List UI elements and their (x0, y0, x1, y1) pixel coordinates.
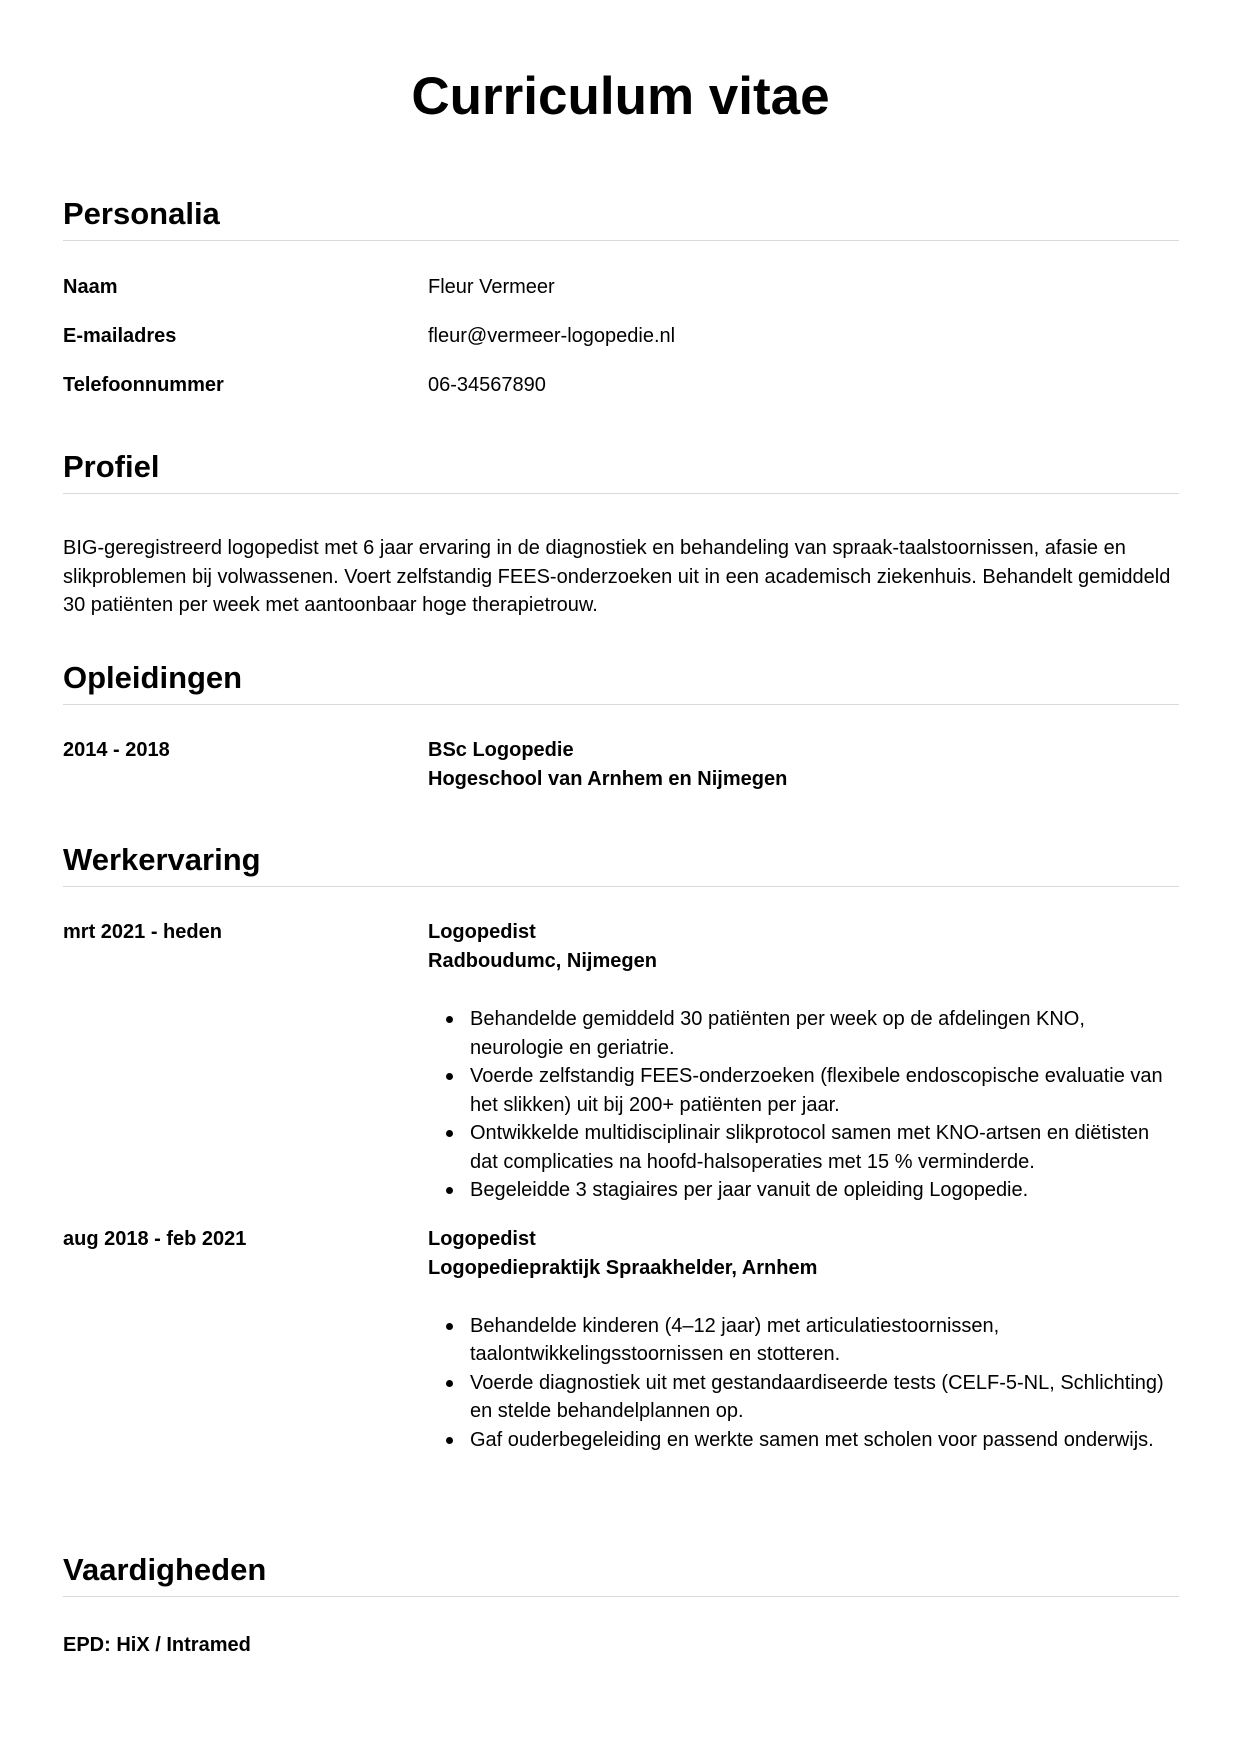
work-detail (428, 1225, 1179, 1455)
work-bullets (428, 1312, 1179, 1455)
profile-text: BIG-geregistreerd logopedist met 6 jaar ervaring in de diagnostiek en behandeling van spraak-taalstoornissen, afasie en slikproblemen bij volwassenen. Voert zelfstandig FEES-onderzoeken uit in een academisch ziekenhuis. Behandelt gemiddeld 30 patiënten per week met aantoonbaar hoge therapietrouw. (63, 537, 1171, 616)
personalia-row-telefoon (63, 371, 1179, 420)
section-heading-werkervaring: Werkervaring (63, 840, 1179, 887)
page-title: Curriculum vitae (411, 67, 830, 126)
section-heading-personalia: Personalia (63, 194, 1179, 241)
work-org: Radboudumc, Nijmegen (428, 950, 657, 972)
education-entry (63, 736, 1179, 794)
work-detail (428, 918, 1179, 1205)
work-entry (63, 918, 1179, 1205)
section-personalia (63, 194, 1179, 420)
section-werkervaring (63, 840, 1179, 1454)
education-detail (428, 736, 1179, 794)
work-bullet: Voerde diagnostiek uit met gestandaardiseerde tests (CELF-5-NL, Schlichting) en stelde behandelplannen op. (470, 1369, 1179, 1426)
education-school: Hogeschool van Arnhem en Nijmegen (428, 768, 788, 790)
personalia-value: fleur@vermeer-logopedie.nl (428, 325, 676, 347)
section-profiel (63, 447, 1179, 620)
work-bullets (428, 1005, 1179, 1205)
personalia-value: 06-34567890 (428, 374, 546, 396)
work-period: mrt 2021 - heden (63, 921, 222, 943)
work-role: Logopedist (428, 921, 536, 943)
personalia-label: Telefoonnummer (63, 374, 224, 396)
section-opleidingen (63, 658, 1179, 794)
work-bullet: Behandelde kinderen (4–12 jaar) met articulatiestoornissen, taalontwikkelingsstoornissen en stotteren. (470, 1312, 1179, 1369)
work-bullet: Voerde zelfstandig FEES-onderzoeken (flexibele endoscopische evaluatie van het slikken) uit bij 200+ patiënten per jaar. (470, 1062, 1179, 1119)
education-degree: BSc Logopedie (428, 739, 574, 761)
work-bullet: Ontwikkelde multidisciplinair slikprotocol samen met KNO-artsen en diëtisten dat complicaties na hoofd-halsoperaties met 15 % verminderde. (470, 1119, 1179, 1176)
section-vaardigheden (63, 1550, 1179, 1659)
section-heading-profiel: Profiel (63, 447, 1179, 494)
personalia-label: E-mailadres (63, 325, 177, 347)
section-heading-opleidingen: Opleidingen (63, 658, 1179, 705)
personalia-label: Naam (63, 276, 118, 298)
personalia-table (63, 273, 1179, 420)
skill-item: EPD: HiX / Intramed (63, 1634, 251, 1656)
work-period: aug 2018 - feb 2021 (63, 1227, 247, 1250)
personalia-row-naam (63, 273, 1179, 322)
personalia-value: Fleur Vermeer (428, 276, 555, 298)
education-period: 2014 - 2018 (63, 739, 170, 761)
personalia-row-email (63, 322, 1179, 371)
work-bullet: Begeleidde 3 stagiaires per jaar vanuit de opleiding Logopedie. (470, 1176, 1179, 1205)
work-role: Logopedist (428, 1227, 536, 1250)
work-bullet: Behandelde gemiddeld 30 patiënten per week op de afdelingen KNO, neurologie en geriatrie. (470, 1005, 1179, 1062)
section-heading-vaardigheden: Vaardigheden (63, 1550, 1179, 1597)
work-bullet: Gaf ouderbegeleiding en werkte samen met scholen voor passend onderwijs. (470, 1426, 1179, 1455)
work-entry (63, 1225, 1179, 1455)
work-org: Logopediepraktijk Spraakhelder, Arnhem (428, 1256, 818, 1279)
